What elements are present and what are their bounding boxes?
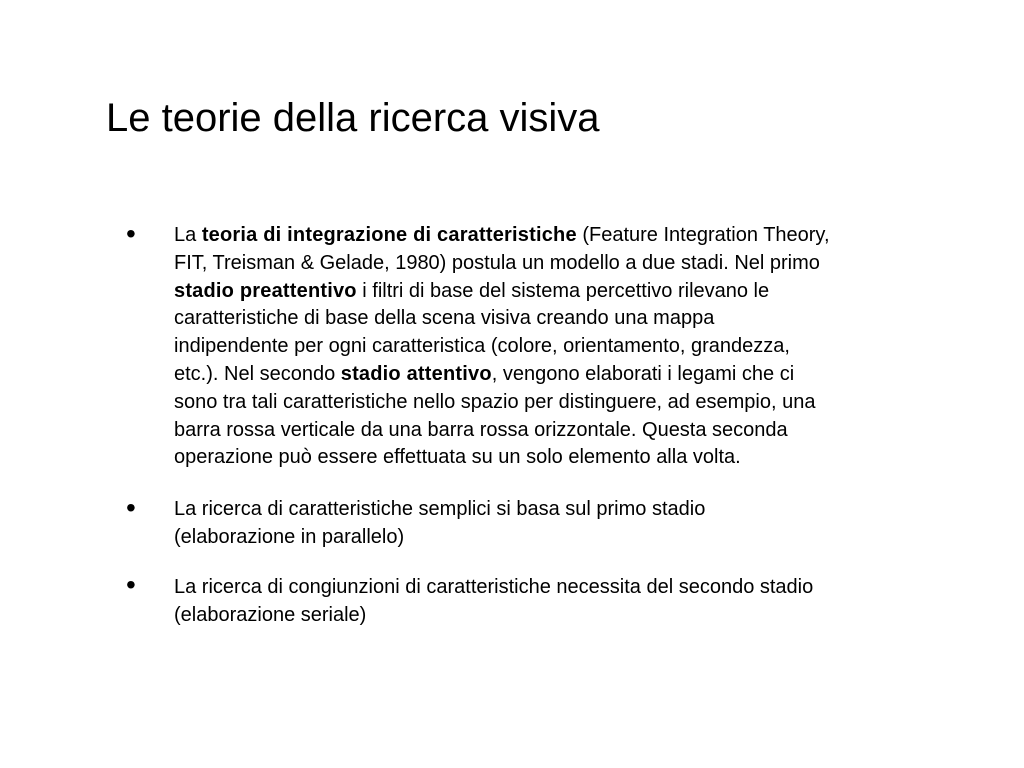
- text-run: La: [174, 224, 202, 246]
- text-line: [174, 417, 934, 445]
- text-run: , vengono elaborati i legami che ci: [491, 362, 795, 385]
- text-run: operazione può essere effettuata su un solo elemento alla volta.: [174, 446, 741, 469]
- bullet-dot-icon: •: [126, 569, 136, 600]
- text-line: [174, 278, 934, 306]
- text-line: [174, 524, 934, 552]
- text-run: caratteristiche di base della scena visiva creando una mappa: [174, 307, 715, 330]
- text-line: [174, 444, 934, 472]
- bullet-text: [174, 496, 934, 552]
- emphasis-text: stadio preattentivo: [174, 279, 357, 302]
- text-line: [174, 389, 934, 417]
- text-run: indipendente per ogni caratteristica (colore, orientamento, grandezza,: [174, 335, 790, 358]
- text-run: i filtri di base del sistema percettivo rilevano le: [356, 279, 770, 302]
- text-line: [174, 333, 934, 361]
- bullet-text: [174, 222, 934, 472]
- slide-title: Le teorie della ricerca visiva: [106, 96, 600, 140]
- text-line: [174, 574, 934, 602]
- text-line: [174, 250, 934, 278]
- emphasis-text: stadio attentivo: [340, 362, 492, 385]
- text-run: barra rossa verticale da una barra rossa orizzontale. Questa seconda: [174, 418, 788, 441]
- text-run: (elaborazione in parallelo): [174, 525, 405, 548]
- text-line: [174, 222, 934, 250]
- bullet-dot-icon: •: [126, 492, 136, 523]
- bullet-text: [174, 574, 934, 630]
- text-run: sono tra tali caratteristiche nello spazio per distinguere, ad esempio, una: [174, 390, 816, 413]
- text-line: [174, 361, 934, 389]
- text-run: etc.). Nel secondo: [174, 362, 341, 385]
- text-line: [174, 305, 934, 333]
- text-run: La ricerca di caratteristiche semplici si basa sul primo stadio: [174, 498, 706, 520]
- text-run: (Feature Integration Theory,: [576, 224, 830, 246]
- text-line: [174, 602, 934, 630]
- text-line: [174, 496, 934, 524]
- emphasis-text: teoria di integrazione di caratteristiche: [201, 224, 577, 246]
- bullet-dot-icon: •: [126, 218, 136, 249]
- text-run: La ricerca di congiunzioni di caratteristiche necessita del secondo stadio: [174, 576, 814, 598]
- text-run: FIT, Treisman & Gelade, 1980) postula un modello a due stadi. Nel primo: [174, 251, 820, 274]
- text-run: (elaborazione seriale): [174, 603, 367, 626]
